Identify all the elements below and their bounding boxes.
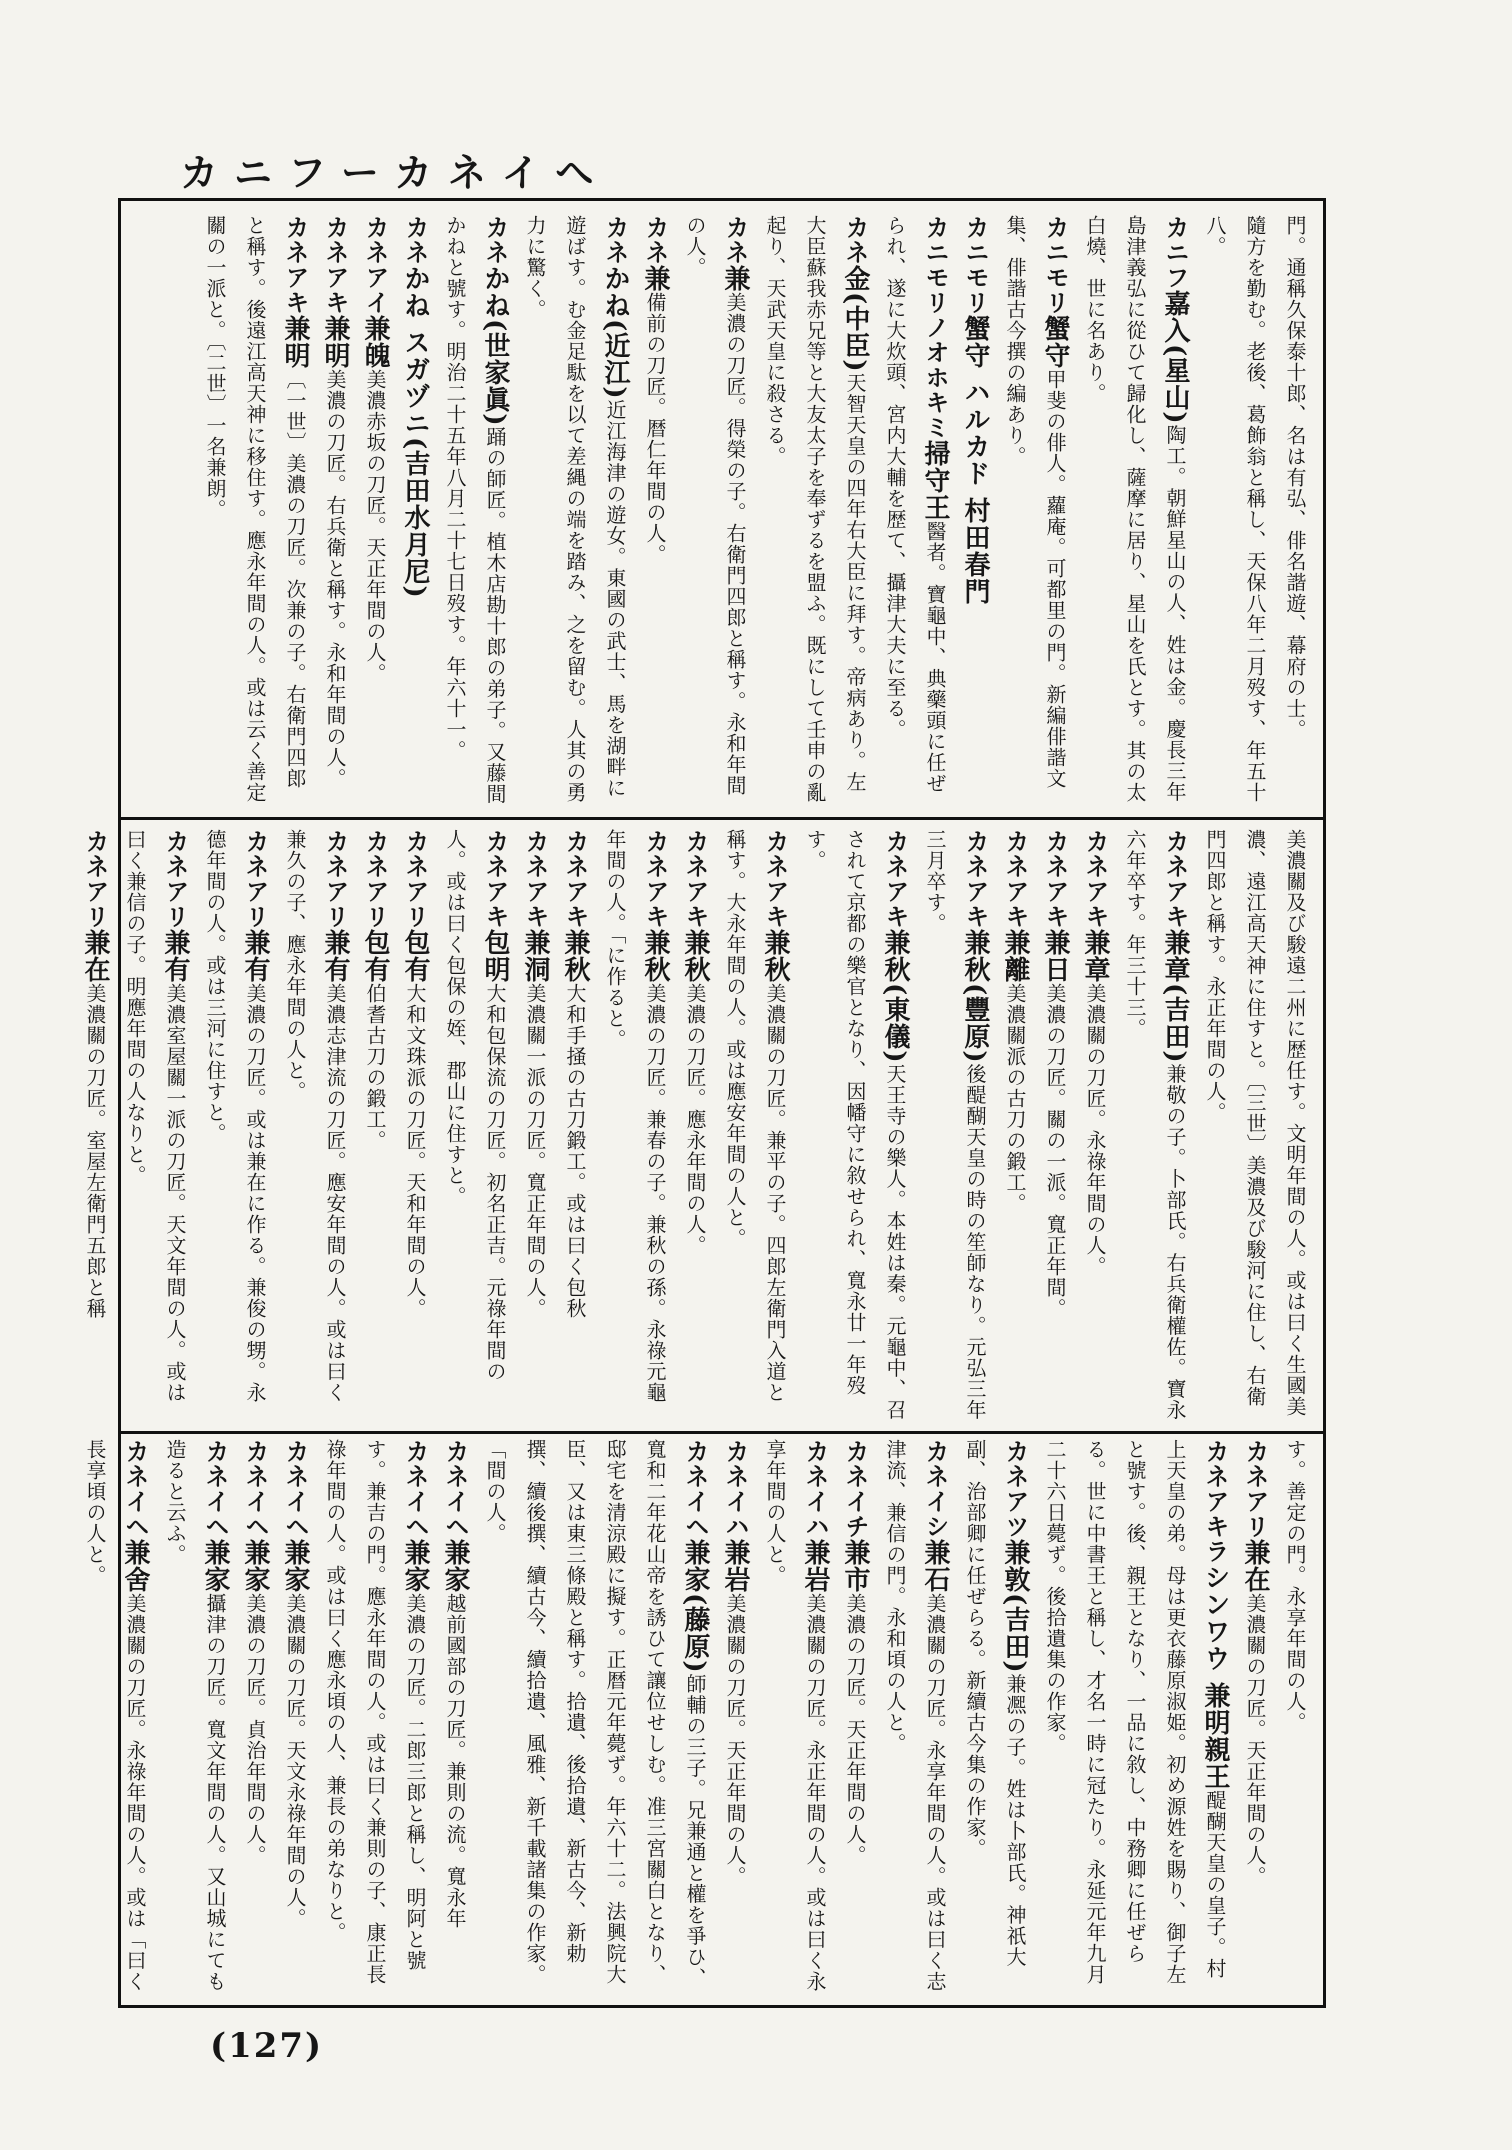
entry-description: 美濃の刀匠。右兵衛と稱す。永和年間の人。 (323, 369, 347, 789)
dictionary-entry (75, 829, 115, 1423)
entry-description: 攝津の刀匠。寬文年間の人。又山城にても造ると云ふ。 (163, 1439, 227, 1992)
entry-name: 兼家 (280, 1539, 310, 1593)
entry-term: カネイチ (841, 1439, 869, 1539)
entry-description: 美濃の刀匠。兼春の子。兼秋の孫。永祿元龜年間の人。「に作ると。 (603, 829, 667, 1403)
dictionary-entry (795, 829, 915, 1423)
dictionary-entry (1075, 215, 1195, 809)
entry-description: 美濃關の刀匠。永享年間の人。或は曰く志津流、兼信の門。永和頃の人と。 (883, 1439, 947, 1992)
entry-name: 兼石 (920, 1539, 950, 1593)
dictionary-entry (1195, 829, 1315, 1423)
entry-name: 兼章(吉田) (1160, 929, 1190, 1064)
entry-term: カネアキ (761, 829, 789, 929)
dictionary-entry (1035, 829, 1075, 1423)
dictionary-entry (395, 829, 435, 1423)
entry-name: 包有 (400, 929, 430, 983)
dictionary-entry (435, 829, 515, 1423)
entry-term: カネ (481, 215, 509, 265)
dictionary-entry (355, 829, 395, 1423)
entry-description: 美濃志津流の刀匠。應安年間の人。或は曰く兼久の子、應永年間の人と。 (283, 829, 347, 1403)
entry-term: カネアキ (881, 829, 909, 929)
dictionary-entry (755, 215, 875, 809)
entry-description: 師輔の三子。兄兼通と權を爭ひ、寬和二年花山帝を誘ひて讓位せしむ。准三宮關白となり、邸宅を清涼殿に擬す。正暦元年薨ず。年六十二。法興院大臣、又は東三條殿と稱す。拾遺、後拾遺、新古今、新勅撰、續後撰、續古今、續拾遺、風雅、新千載諸集の作家。「間の人。 (483, 1439, 707, 1989)
dictionary-entry (1235, 1439, 1275, 1999)
dictionary-entry (395, 215, 435, 809)
entry-term: カネイヘ (681, 1439, 709, 1539)
dictionary-entry (555, 829, 595, 1423)
dictionary-entry (715, 1439, 755, 1999)
entry-name: 兼離 (1000, 929, 1030, 983)
entry-name: 兼家 (440, 1539, 470, 1593)
entry-description: 美濃關の刀匠。天正年間の人。 (1243, 1593, 1267, 1887)
entry-term: カネアリ (241, 829, 269, 929)
entry-description: 近江海津の遊女。東國の武士、馬を湖畔に遊ばす。む金足駄を以て差縄の端を踏み、之を留む。人其の勇力に驚く。 (523, 215, 627, 803)
entry-name: 兼 (720, 265, 750, 292)
entry-term: カネアキ (681, 829, 709, 929)
entry-term: カネ (401, 215, 429, 265)
entry-description: 美濃の刀匠。二郎三郎と稱し、明阿と號す。兼吉の門。應永年間の人。或は曰く兼則の子、康正長祿年間の人。或は曰く應永頃の人、兼長の弟なりと。 (323, 1439, 427, 1985)
dictionary-entry (955, 215, 995, 809)
entry-term: カネアキラ (1201, 1439, 1229, 1564)
dictionary-entry (195, 829, 275, 1423)
entry-term: カニモリ (961, 215, 989, 315)
dictionary-entry (475, 1439, 715, 1999)
entry-term: カニモリノオホキミ (921, 215, 949, 440)
entry-name: 兼有 (320, 929, 350, 983)
section-top (129, 215, 1315, 809)
entry-name: 蟹守 (1040, 315, 1070, 369)
entry-description: 美濃關及び駿遠二州に歴任す。文明年間の人。或は曰く生國美濃、遠江高天神に住すと。〔三世〕美濃及び駿河に住し、右衛門四郎と稱す。永正年間の人。 (1203, 829, 1307, 1417)
entry-name: 兼秋 (560, 929, 590, 983)
entry-name: 兼秋 (640, 929, 670, 983)
entry-description: 美濃關の刀匠。永祿年間の人。或は「曰く長享頃の人と。 (83, 1439, 147, 1992)
entry-description: 醫者。寶龜中、典藥頭に任ぜられ、遂に大炊頭、宮内大輔を歴て、攝津大夫に至る。 (883, 215, 947, 794)
dictionary-entry (875, 1439, 955, 1999)
dictionary-entry (315, 215, 355, 809)
entry-name: 兼家 (400, 1539, 430, 1593)
entry-term: カネアツ (1001, 1439, 1029, 1539)
divider (121, 817, 1323, 820)
entry-description: 美濃の刀匠。應永年間の人。 (683, 983, 707, 1256)
entry-description: 備前の刀匠。暦仁年間の人。 (643, 292, 667, 565)
entry-name: 兼章 (1080, 929, 1110, 983)
dictionary-entry (515, 829, 555, 1423)
dictionary-entry (995, 829, 1035, 1423)
dictionary-entry (715, 829, 795, 1423)
entry-name: 兼岩 (720, 1539, 750, 1593)
entry-term: カネアキ (1161, 829, 1189, 929)
entry-name: 包明 (480, 929, 510, 983)
entry-name: 兼舍 (120, 1539, 150, 1593)
entry-term: カネアキ (321, 215, 349, 315)
entry-name: 兼日 (1040, 929, 1070, 983)
entry-term: カネ (641, 215, 669, 265)
entry-description: 門。通稱久保泰十郎、名は有弘、俳名諧遊、幕府の士。 (1283, 215, 1307, 740)
entry-name: 兼岩 (800, 1539, 830, 1593)
section-middle (80, 829, 1315, 1423)
entry-term: カネイヘ (281, 1439, 309, 1539)
entry-term: カネイヘ (441, 1439, 469, 1539)
dictionary-frame (80, 198, 1326, 2008)
dictionary-entry (635, 215, 675, 809)
entry-name: 兼家 (240, 1539, 270, 1593)
entry-term: カネ (841, 215, 869, 265)
entry-term: カネイハ (801, 1439, 829, 1539)
entry-term: カネアリ (401, 829, 429, 929)
entry-description: 後醍醐天皇の時の笙師なり。元弘三年三月卒す。 (923, 829, 987, 1421)
entry-description: 伯耆古刀の鍛工。 (363, 983, 387, 1151)
entry-term: カネアキ (1081, 829, 1109, 929)
entry-name: 兼在 (80, 929, 110, 983)
entry-term: カネイヘ (401, 1439, 429, 1539)
dictionary-entry (755, 1439, 835, 1999)
dictionary-entry (355, 215, 395, 809)
entry-description: 大和手掻の古刀鍛工。或は曰く包秋 (563, 983, 587, 1319)
entry-term: カネアキ (281, 215, 309, 315)
dictionary-entry (675, 829, 715, 1423)
dictionary-entry (1075, 829, 1115, 1423)
entry-name: 嘉入(星山) (1160, 290, 1190, 425)
entry-term: カネアリ (161, 829, 189, 929)
entry-description: 兼敬の子。卜部氏。右兵衛權佐。寶永六年卒す。年三十三。 (1123, 829, 1187, 1421)
entry-name: 兼魄 (360, 315, 390, 369)
entry-term: カネアリ (81, 829, 109, 929)
entry-term: カネアキ (561, 829, 589, 929)
entry-term: カネアリ (321, 829, 349, 929)
entry-description: 陶工。朝鮮星山の人、姓は金。慶長三年島津義弘に從ひて歸化し、薩摩に居り、星山を氏とす。其の太白燒、世に名あり。 (1083, 215, 1187, 803)
entry-name: 兼秋(東儀) (880, 929, 910, 1064)
entry-description: 天智天皇の四年右大臣に拜す。帝病あり。左大臣蘇我赤兄等と大友太子を奉ずるを盟ふ。既にして壬申の亂起り、天武天皇に殺さる。 (763, 215, 867, 803)
dictionary-entry (675, 215, 755, 809)
entry-description: 美濃關派の古刀の鍛工。 (1003, 983, 1027, 1214)
entry-term: カネイヘ (121, 1439, 149, 1539)
entry-term: カネイシ (921, 1439, 949, 1539)
entry-name: 兼明 (280, 315, 310, 369)
entry-name: 兼有 (240, 929, 270, 983)
entry-description: 〔一世〕美濃の刀匠。次兼の子。右衛門四郎と稱す。後遠江高天神に移住す。應永年間の人。或は云く善定關の一派と。〔二世〕一名兼朗。 (203, 215, 307, 803)
entry-name: 兼在 (1240, 1539, 1270, 1593)
entry-description: 美濃の刀匠。貞治年間の人。 (243, 1593, 267, 1866)
entry-name: かね スガヅニ(吉田水月尼) (400, 265, 430, 599)
entry-description: 隨方を勤む。老後、葛飾翁と稱し、天保八年二月歿す、年五十八。 (1203, 215, 1267, 803)
page-header: カニフーカネイへ (180, 151, 610, 195)
entry-description: 天王寺の樂人。本姓は秦。元龜中、召されて京都の樂官となり、因幡守に敘せられ、寬永廿一年歿す。 (803, 829, 907, 1421)
dictionary-entry (835, 1439, 875, 1999)
dictionary-entry (435, 215, 515, 809)
entry-description: 美濃關の刀匠。兼平の子。四郎左衛門入道と稱す。大永年間の人。或は應安年間の人と。 (723, 829, 787, 1403)
dictionary-entry (275, 829, 355, 1423)
entry-description: 甲斐の俳人。蘿庵。可都里の門。新編俳諧文集、俳諧古今撰の編あり。 (1003, 215, 1067, 789)
entry-name: 兼家(藤原) (680, 1539, 710, 1674)
entry-term: カネ (601, 215, 629, 265)
entry-name: 兼明 (320, 315, 350, 369)
entry-description: す。善定の門。永享年間の人。 (1283, 1439, 1307, 1733)
entry-name: 兼秋(豐原) (960, 929, 990, 1064)
entry-term: カネアキ (961, 829, 989, 929)
entry-name: 兼 (640, 265, 670, 292)
dictionary-entry (1115, 829, 1195, 1423)
entry-term: カニモリ (1041, 215, 1069, 315)
entry-description: 美濃關の刀匠。室屋左衛門五郎と稱 (83, 983, 107, 1319)
dictionary-entry (595, 829, 675, 1423)
dictionary-entry (955, 1439, 1035, 1999)
entry-term: カネアイ (361, 215, 389, 315)
entry-term: カネアキ (1001, 829, 1029, 929)
entry-description: 美濃關の刀匠。天文永祿年間の人。 (283, 1593, 307, 1929)
dictionary-entry (155, 1439, 235, 1999)
entry-term: カネアリ (361, 829, 389, 929)
entry-description: 兼凞の子。姓は卜部氏。神祇大副、治部卿に任ぜらる。新續古今集の作家。 (963, 1439, 1027, 1968)
dictionary-entry (995, 215, 1075, 809)
entry-name: 兼洞 (520, 929, 550, 983)
dictionary-entry (115, 829, 195, 1423)
dictionary-entry (435, 1439, 475, 1999)
entry-name: かね(世家眞) (480, 265, 510, 427)
entry-name: 兼市 (840, 1539, 870, 1593)
entry-term: カネアキ (521, 829, 549, 929)
entry-name: 兼家 (200, 1539, 230, 1593)
entry-name: 兼秋 (680, 929, 710, 983)
entry-term: カネイハ (721, 1439, 749, 1539)
entry-description: 大和包保流の刀匠。初名正吉。元祿年間の人。或は曰く包保の姪、郡山に住すと。 (443, 829, 507, 1382)
dictionary-entry (275, 1439, 315, 1999)
entry-term: カネアキ (481, 829, 509, 929)
entry-term: カニフ (1161, 215, 1189, 290)
dictionary-entry (1275, 1439, 1315, 1999)
entry-name: シンワウ 兼明親王 (1200, 1564, 1230, 1791)
dictionary-entry (235, 1439, 275, 1999)
entry-term: カネ (721, 215, 749, 265)
section-bottom (83, 1439, 1315, 1999)
entry-name: 兼秋 (760, 929, 790, 983)
entry-description: 美濃の刀匠。或は兼在に作る。兼俊の甥。永德年間の人。或は三河に住すと。 (203, 829, 267, 1403)
dictionary-entry (1035, 1439, 1235, 1999)
entry-name: 金(中臣) (840, 265, 870, 373)
entry-description: 大和文珠派の刀匠。天和年間の人。 (403, 983, 427, 1319)
divider (121, 1431, 1323, 1434)
dictionary-entry (195, 215, 315, 809)
dictionary-entry (75, 1439, 155, 1999)
entry-description: 越前國部の刀匠。兼則の流。寬永年 (443, 1593, 467, 1929)
entry-description: 美濃の刀匠。天正年間の人。 (843, 1593, 867, 1866)
entry-term: カネイヘ (241, 1439, 269, 1539)
entry-name: 兼敦(吉田) (1000, 1539, 1030, 1674)
entry-term: カネアキ (1041, 829, 1069, 929)
entry-term: カネイヘ (201, 1439, 229, 1539)
entry-name: 掃守王 (920, 440, 950, 521)
page-number: (127) (210, 2026, 324, 2066)
dictionary-entry (315, 1439, 435, 1999)
dictionary-entry (515, 215, 635, 809)
entry-term: カネアリ (1241, 1439, 1269, 1539)
entry-description: 美濃赤坂の刀匠。天正年間の人。 (363, 369, 387, 684)
entry-name: 蟹守 ハルカド 村田春門 (960, 315, 990, 606)
entry-description: 美濃關の刀匠。永祿年間の人。 (1083, 983, 1107, 1277)
entry-description: 美濃室屋關一派の刀匠。天文年間の人。或は曰く兼信の子。明應年間の人なりと。 (123, 829, 187, 1403)
entry-description: 美濃の刀匠。關の一派。寬正年間。 (1043, 983, 1067, 1319)
entry-description: 美濃關の刀匠。天正年間の人。 (723, 1593, 747, 1887)
dictionary-entry (875, 215, 955, 809)
dictionary-entry (1275, 215, 1315, 809)
entry-description: 美濃關の刀匠。永正年間の人。或は曰く永享年間の人と。 (763, 1439, 827, 1992)
entry-name: 包有 (360, 929, 390, 983)
entry-description: 美濃關一派の刀匠。寬正年間の人。 (523, 983, 547, 1319)
entry-name: かね(近江) (600, 265, 630, 400)
dictionary-entry (915, 829, 995, 1423)
entry-description: 踊の師匠。植木店勘十郎の弟子。又藤間かねと號す。明治二十五年八月二十七日歿す。年六十一。 (443, 215, 507, 805)
entry-name: 兼有 (160, 929, 190, 983)
entry-description: 美濃の刀匠。得榮の子。右衛門四郎と稱す。永和年間の人。 (683, 215, 747, 796)
entry-description: 醍醐天皇の皇子。村上天皇の弟。母は更衣藤原淑姫。初め源姓を賜り、御子左と號す。後、親王となり、一品に敘し、中務卿に任ぜらる。世に中書王と稱し、才名一時に冠たり。永延元年九月二十六日薨ず。後拾遺集の作家。 (1043, 1439, 1227, 1985)
dictionary-entry (1195, 215, 1275, 809)
entry-term: カネアキ (641, 829, 669, 929)
